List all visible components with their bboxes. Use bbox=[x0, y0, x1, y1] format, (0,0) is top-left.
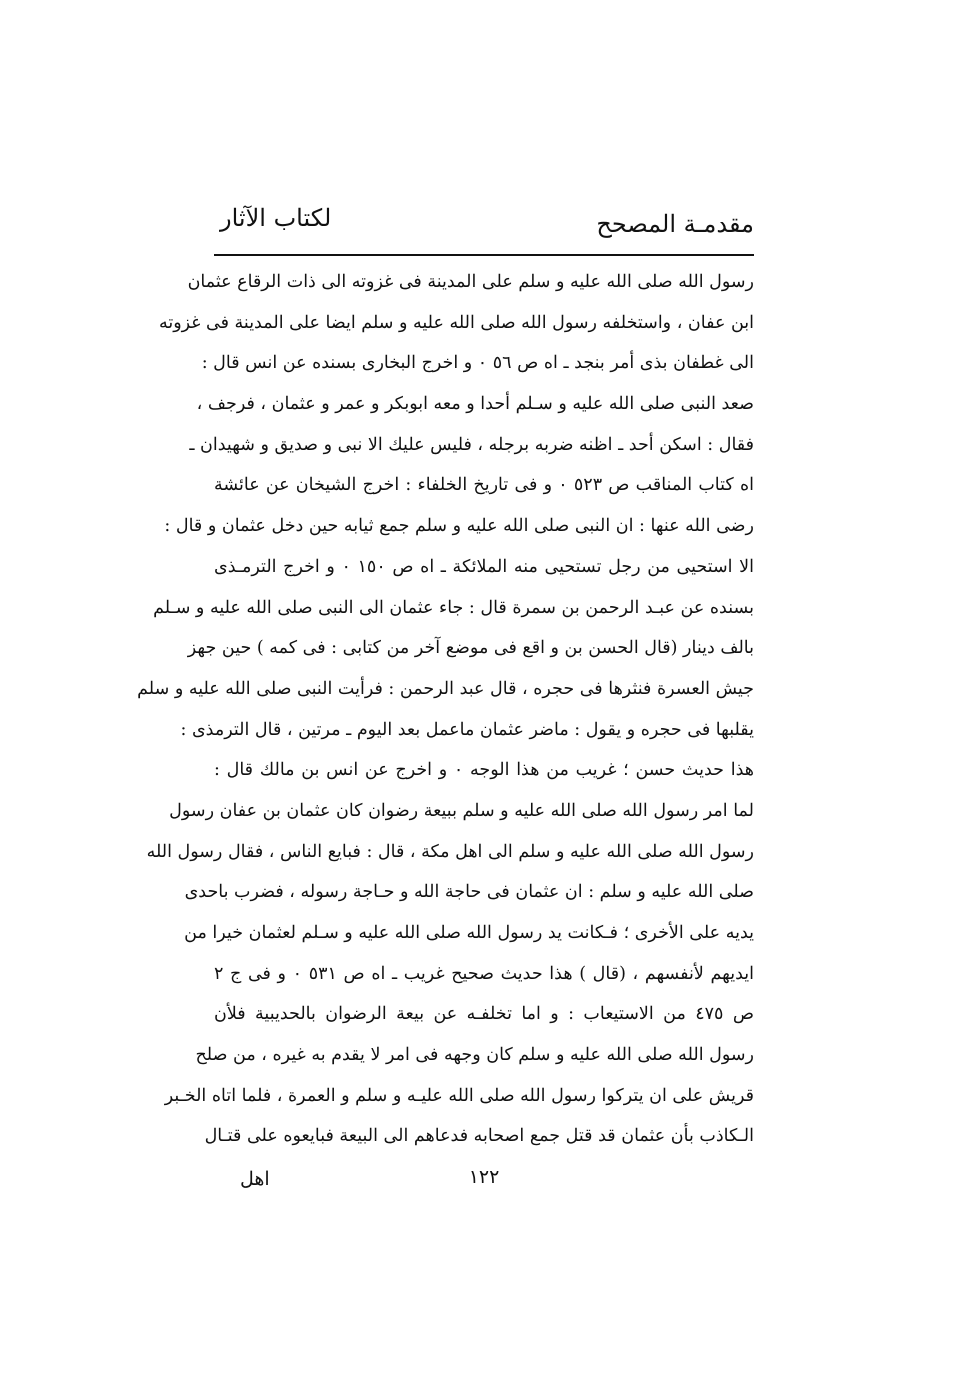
text-line: صعد النبى صلى الله عليه و سـلم أحدا و معه ابوبكر و عمر و عثمان ، فرجف ، bbox=[196, 394, 754, 415]
text-line: هذا حديث حسن ؛ غريب من هذا الوجه ٠ و اخرج عن انس بن مالك قال : bbox=[214, 760, 754, 781]
text-line: صلى الله عليه و سلم : ان عثمان فى حاجة الله و حـاجة رسوله ، فضرب باحدى bbox=[184, 882, 754, 903]
text-line: ايديهم لأنفسهم ، (قال ) هذا حديث صحيح غريب ـ اه ص ٥٣١ ٠ و فى ج ٢ bbox=[214, 963, 754, 984]
header-book-title: لكتاب الآثار bbox=[220, 204, 332, 232]
text-line: يقلبها فى حجره و يقول : ماضر عثمان ماعمل بعد اليوم ـ مرتين ، قال الترمذى : bbox=[180, 719, 754, 740]
text-line: الى غطفان بذى أمر بنجد ـ اه ص ٥٦ ٠ و اخرج البخارى بسنده عن انس قال : bbox=[201, 353, 754, 374]
catchword: اهل bbox=[240, 1168, 270, 1190]
text-line: رسول الله صلى الله عليه و سلم على المدينة فى غزوته الى ذات الرقاع عثمان bbox=[187, 272, 754, 292]
text-line: بسنده عن عبـد الرحمن بن سمرة قال : جاء عثمان الى النبى صلى الله عليه و سـلم bbox=[153, 597, 754, 618]
text-line: قريش على ان يتركوا رسول الله صلى الله عليـه و سلم و العمرة ، فلما اتاه الخـبر bbox=[164, 1085, 754, 1106]
text-line: اه كتاب المناقب ص ٥٢٣ ٠ و فى تاريخ الخلفاء : اخرج الشيخان عن عائشة bbox=[214, 475, 754, 496]
running-header bbox=[214, 204, 754, 252]
body-text bbox=[137, 262, 754, 1157]
text-line: رسول الله صلى الله عليه و سلم الى اهل مكة ، قال : فبايع الناس ، فقال رسول الله bbox=[146, 841, 754, 862]
text-line: يديه على الأخرى ؛ فـكانت يد رسول الله صلى الله عليه و سـلم لعثمان خيرا من bbox=[184, 923, 754, 943]
header-section-title: مقدمـة المصحح bbox=[596, 210, 754, 238]
text-line: ص ٤٧٥ من الاستيعاب : و اما تخلفـه عن بيعة الرضوان بالحديبية فلأن bbox=[214, 1004, 754, 1025]
text-line: جيش العسرة فنثرها فى حجره ، قال عبد الرحمن : فرأيت النبى صلى الله عليه و سلم bbox=[137, 678, 754, 699]
text-line: لما امر رسول الله صلى الله عليه و سلم ببيعة رضوان كان عثمان بن عفان رسول bbox=[169, 800, 754, 821]
text-line: ابن عفان ، واستخلفه رسول الله صلى الله عليه و سلم ايضا على المدينة فى غزوته bbox=[158, 312, 754, 333]
text-line: بالف دينار (قال الحسن بن و اقع فى موضع آخر من كتابى : فى كمه ) حين جهز bbox=[187, 638, 754, 659]
header-rule bbox=[214, 254, 754, 256]
page-footer bbox=[214, 1166, 754, 1202]
text-line: رسول الله صلى الله عليه و سلم كان وجهه فى امر لا يقدم به غيره ، من صلح bbox=[195, 1045, 754, 1066]
text-line: فقال : اسكن أحد ـ اظنه ضربه برجله ، فليس عليك الا نبى و صديق و شهيدان ـ bbox=[189, 434, 754, 455]
text-line: الا استحيى من رجل تستحيى منه الملائكة ـ اه ص ١٥٠ ٠ و اخرج الترمـذى bbox=[214, 556, 754, 577]
text-line: الـكاذب بأن عثمان قد قتل جمع اصحابه فدعاهم الى البيعة فبايعوه على قتـال bbox=[204, 1126, 754, 1147]
text-line: رضى الله عنها : ان النبى صلى الله عليه و سلم جمع ثيابه حين دخل عثمان و قال : bbox=[164, 516, 754, 537]
page-number: ١٢٢ bbox=[468, 1166, 500, 1188]
